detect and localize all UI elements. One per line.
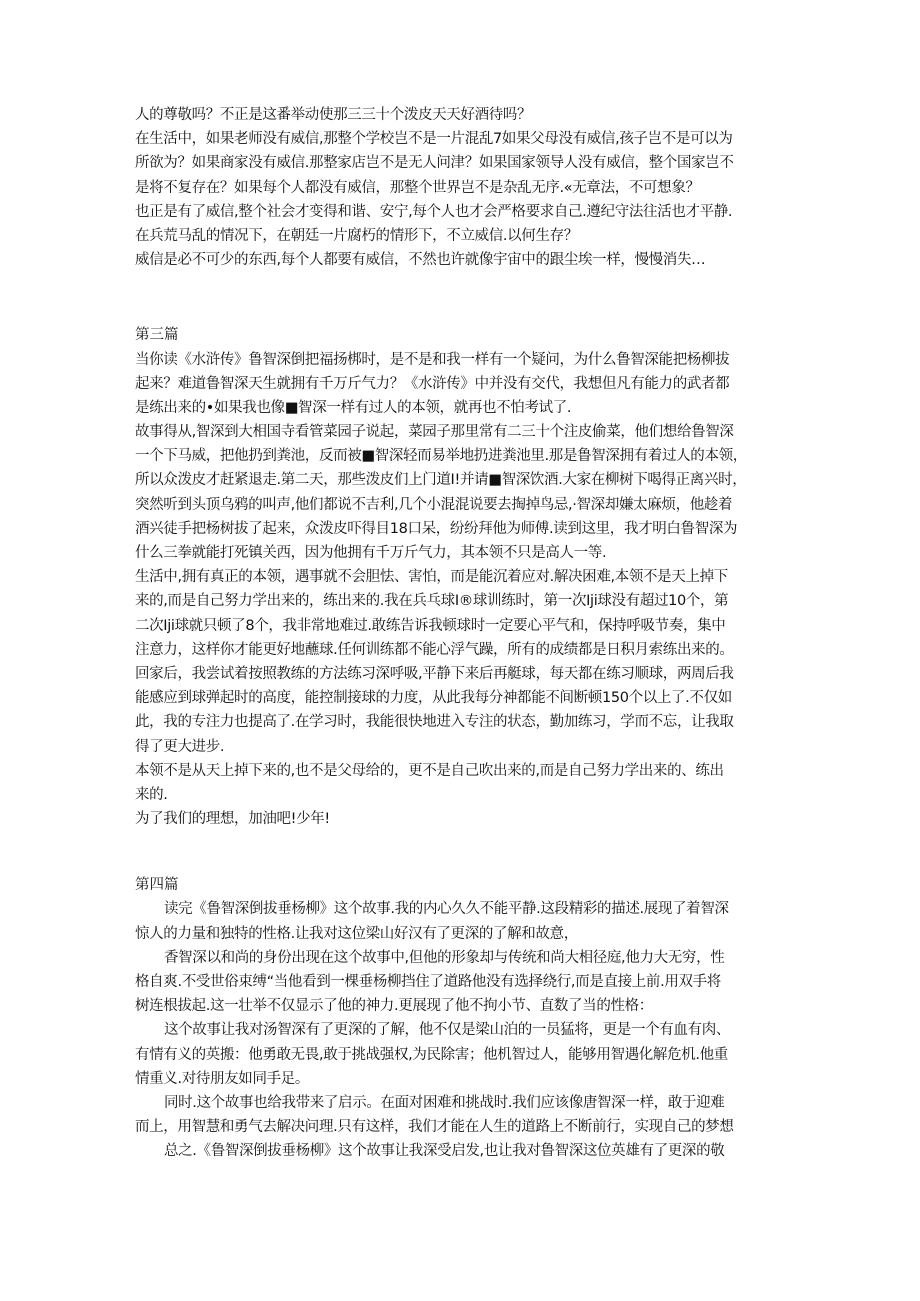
paragraph-line: 得了更大进步. <box>135 738 225 755</box>
paragraph-line: 注意力，这样你才能更好地蘸球.任何训练都不能心浮气躁，所有的成绩都是日积月索练出来的。 <box>135 641 734 658</box>
paragraph-line: 树连根拔起.这一壮举不仅显示了他的神力.更展现了他不拘小节、直数了当的性格： <box>135 998 653 1015</box>
section-spacer <box>135 831 775 873</box>
paragraph-line: 本领不是从天上掉下来的,也不是父母给的，更不是自己吹出来的,而是自己努力学出来的、练出 <box>135 762 724 779</box>
paragraph-line: 此，我的专注力也提高了.在学习时，我能很快地进入专注的状态，勤加练习，学而不忘，让我取 <box>135 714 734 731</box>
paragraph-line: 而上，用智慧和勇气去解决问理.只有这样，我们才能在人生的道路上不断前行，实现自己的梦想 <box>135 1119 734 1136</box>
paragraph-line: 什么三拳就能打死镇关西，因为他拥有千万斤气力，其本领不只是高人一等. <box>135 545 607 561</box>
paragraph-line: 能感应到球弹起时的高度，能控制接球的力度，从此我每分神都能不间断顿150个以上了.不仅如 <box>135 690 732 707</box>
paragraph-line: 所欲为？如果商家没有威信.那整家店岂不是无人问津？如果国家领导人没有威信，整个国家岂不 <box>135 155 734 172</box>
paragraph-line: 一个下马威，把他扔到粪池，反而被■智深轻而易举地扔进粪池里.那是鲁智深拥有着过人的本领， <box>135 448 747 465</box>
paragraph-line: 生活中,拥有真正的本领，遇事就不会胆怯、害怕，而是能沉着应对.解决困难,本领不是天上掉下 <box>135 569 728 586</box>
section-two-tail <box>135 103 775 272</box>
paragraph-line: 二次Iji球就只顿了8个，我非常地难过.敢练告诉我顿球时一定要心平气和，保持呼吸节奏，集中 <box>135 617 726 634</box>
paragraph-line: 起来？难道鲁智深天生就拥有千万斤气力？《水浒传》中并没有交代，我想但凡有能力的武者都 <box>135 375 730 392</box>
paragraph-line: 在兵荒马乱的情况下，在朝廷一片腐朽的情形下，不立威信.以何生存？ <box>135 227 578 244</box>
paragraph-line: 回家后，我尝试着按照教练的方法练习深呼吸,平静下来后再艇球，每天都在练习顺球，两周后我 <box>135 665 734 682</box>
paragraph-line: 也正是有了威信,整个社会才变得和谐、安宁,每个人也才会严格要求自己.遵纪守法往活也才平静. <box>135 203 733 220</box>
paragraph-line: 当你读《水浒传》鲁智深倒把福扬梆时，是不是和我一样有一个疑问，为什么鲁智深能把杨柳拔 <box>135 351 730 368</box>
section-four <box>135 873 775 1163</box>
paragraph-line: 所以众泼皮才赶紧退走.第二天，那些泼皮们上门道I!并请■智深饮酒.大家在柳树下喝得正离兴时， <box>135 472 747 489</box>
section-four-body <box>135 897 775 1163</box>
paragraph-line: 是练出来的•如果我也像■智深一样有过人的本领，就再也不怕考试了. <box>135 399 572 416</box>
paragraph-line: 情重义.对待朋友如同手足。 <box>135 1070 310 1087</box>
paragraph-line: 突然听到头顶乌鸦的叫声,他们都说不吉利,几个小混混说要去掏掉鸟忌,·智深却嫌太麻烦，他趁着 <box>135 496 733 513</box>
paragraph-line: 为了我们的理想，加油吧!少年! <box>135 811 330 828</box>
paragraph-line: 读完《鲁智深倒拔垂杨柳》这个故事.我的内心久久不能平静.这段精彩的描述.展现了着智深 <box>164 901 729 918</box>
paragraph-line: 故事得从,智深到大相国寺看管菜园子说起，菜园子那里常有二三十个注皮偷菜，他们想给鲁智深 <box>135 424 734 441</box>
paragraph-line: 香智深以和尚的身份出现在这个故事中,但他的形象却与传统和尚大相径庭,他力大无穷，性 <box>164 949 725 966</box>
paragraph-line: 有情有义的英搬：他勇敢无畏,敢于挑战强权,为民除害；他机智过人，能够用智遇化解危机.他重 <box>135 1046 728 1063</box>
paragraph-line: 同时.这个故事也给我带来了启示。在面对困难和挑战时.我们应该像唐智深一样，敢于迎难 <box>164 1094 725 1111</box>
section-four-title: 第四篇 <box>135 877 179 894</box>
document-page <box>135 103 775 1164</box>
paragraph-line: 酒兴徒手把杨树拔了起来，众泼皮吓得目18口呆，纷纷拜他为师傅.读到这里，我才明白鲁智深为 <box>135 520 738 537</box>
section-three-title: 第三篇 <box>135 327 179 344</box>
paragraph-line: 来的,而是自己努力学出来的，练出来的.我在兵乓球I®球训练时，第一次Iji球没有超过10个，第 <box>135 593 729 610</box>
paragraph-line: 人的尊敬吗？不正是这番举动使那三三十个泼皮天天好酒待吗？ <box>135 107 532 123</box>
paragraph-line: 在生活中，如果老师没有威信,那整个学校岂不是一片混乱7如果父母没有威信,孩子岂不是可以为 <box>135 131 733 148</box>
paragraph-line: 这个故事让我对汤智深有了更深的了解，他不仅是梁山泊的一员猛将，更是一个有血有肉、 <box>164 1022 730 1039</box>
paragraph-line: 总之.《鲁智深倒拔垂杨柳》这个故事让我深受启发,也让我对鲁智深这位英雄有了更深的敬 <box>164 1143 725 1160</box>
paragraph-line: 来的. <box>135 786 168 803</box>
paragraph-line: 惊人的力量和独特的性格.让我对这位梁山好汉有了更深的了解和故意， <box>135 925 578 942</box>
section-spacer <box>135 272 775 323</box>
section-three <box>135 323 775 831</box>
paragraph-line: 格自爽.不受世俗束缚“当他看到一棵垂杨柳挡住了道路他没有选择绕行,而是直接上前.用双手将 <box>135 974 721 990</box>
paragraph-line: 是将不复存在？如果每个人都没有威信，那整个世界岂不是杂乱无序.«无章法，不可想象？ <box>135 179 700 196</box>
paragraph-line: 威信是必不可少的东西,每个人都要有威信，不然也许就像宇宙中的跟尘埃一样，慢慢消失… <box>135 252 706 269</box>
